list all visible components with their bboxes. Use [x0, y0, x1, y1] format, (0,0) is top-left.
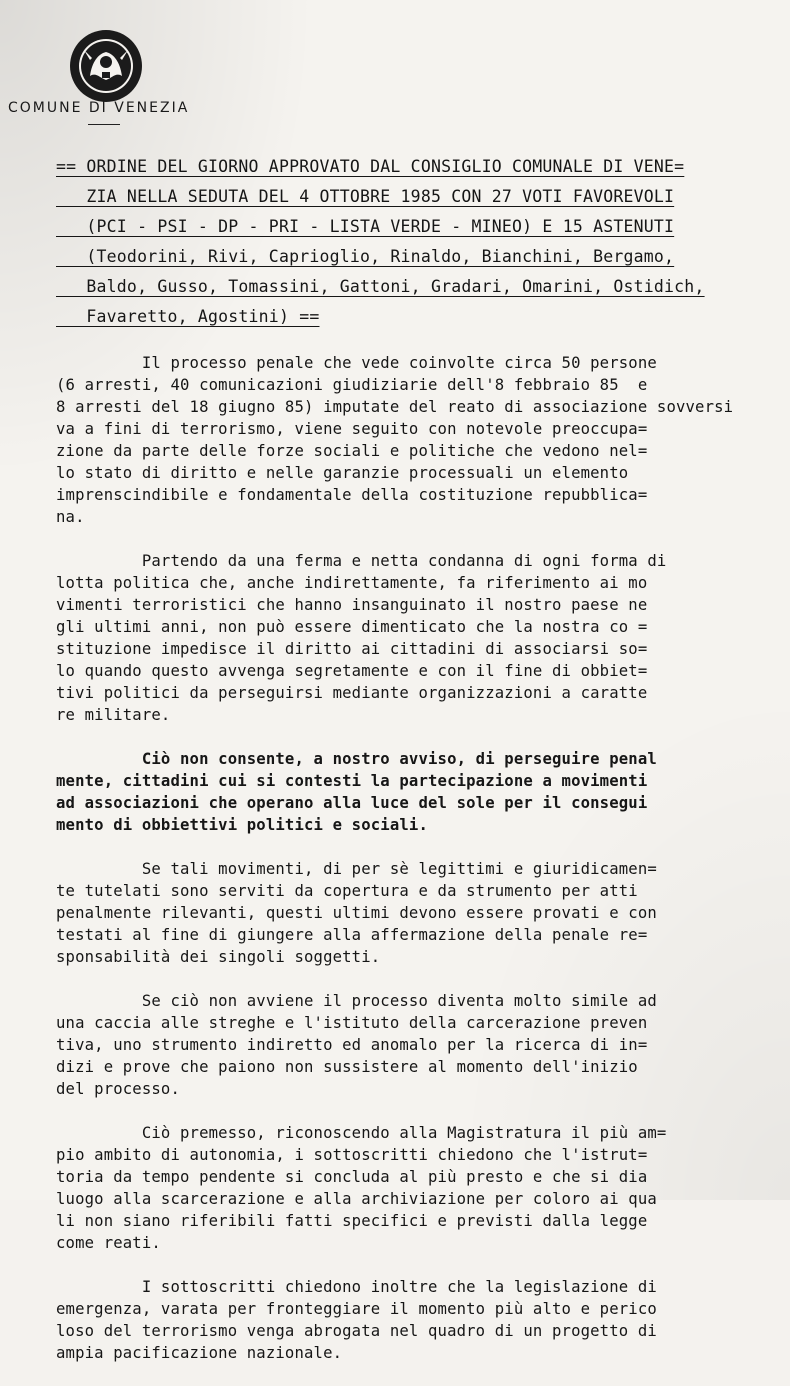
- paragraph-line: toria da tempo pendente si concluda al più presto e che si dia: [56, 1168, 648, 1186]
- paragraph-line: del processo.: [56, 1080, 180, 1098]
- paragraph-line: vimenti terroristici che hanno insanguinato il nostro paese ne: [56, 596, 648, 614]
- paragraph-line: va a fini di terrorismo, viene seguito con notevole preoccupa=: [56, 420, 648, 438]
- paragraph-line: dizi e prove che paiono non sussistere al momento dell'inizio: [56, 1058, 638, 1076]
- paragraph-line: come reati.: [56, 1234, 161, 1252]
- paragraph-line: na.: [56, 508, 85, 526]
- paragraph-line: Il processo penale che vede coinvolte circa 50 persone: [56, 354, 657, 372]
- paragraph-line: mento di obbiettivi politici e sociali.: [56, 816, 428, 834]
- issuer-underline: [88, 124, 120, 125]
- paragraph-line: 8 arresti del 18 giugno 85) imputate del reato di associazione sovversi: [56, 398, 734, 416]
- paragraph-line: una caccia alle streghe e l'istituto della carcerazione preven: [56, 1014, 648, 1032]
- paragraph-line: gli ultimi anni, non può essere dimenticato che la nostra co =: [56, 618, 648, 636]
- paragraph: [56, 352, 776, 528]
- heading-line: == ORDINE DEL GIORNO APPROVATO DAL CONSIGLIO COMUNALE DI VENE=: [56, 157, 685, 176]
- paragraph-line: lo quando questo avvenga segretamente e con il fine di obbiet=: [56, 662, 648, 680]
- paragraph-line: lo stato di diritto e nelle garanzie processuali un elemento: [56, 464, 629, 482]
- paragraph-line: imprenscindibile e fondamentale della costituzione repubblica=: [56, 486, 648, 504]
- paragraph-line: Partendo da una ferma e netta condanna di ogni forma di: [56, 552, 667, 570]
- paragraph-line: li non siano riferibili fatti specifici e previsti dalla legge: [56, 1212, 648, 1230]
- heading-line: Favaretto, Agostini) ==: [56, 307, 320, 326]
- heading-line: (PCI - PSI - DP - PRI - LISTA VERDE - MINEO) E 15 ASTENUTI: [56, 217, 675, 236]
- paragraph-line: Se tali movimenti, di per sè legittimi e giuridicamen=: [56, 860, 657, 878]
- paragraph-line: (6 arresti, 40 comunicazioni giudiziarie dell'8 febbraio 85 e: [56, 376, 648, 394]
- paragraph-line: te tutelati sono serviti da copertura e da strumento per atti: [56, 882, 638, 900]
- paragraph-line: ampia pacificazione nazionale.: [56, 1344, 343, 1362]
- paragraph-line: stituzione impedisce il diritto ai cittadini di associarsi so=: [56, 640, 648, 658]
- paragraph: [56, 550, 776, 726]
- heading-line: (Teodorini, Rivi, Caprioglio, Rinaldo, Bianchini, Bergamo,: [56, 247, 675, 266]
- paragraph-line: ad associazioni che operano alla luce del sole per il consegui: [56, 794, 648, 812]
- paragraph-line: Ciò premesso, riconoscendo alla Magistratura il più am=: [56, 1124, 667, 1142]
- paragraph: [56, 990, 776, 1100]
- paragraph-line: loso del terrorismo venga abrogata nel quadro di un progetto di: [56, 1322, 657, 1340]
- paragraph: [56, 1276, 776, 1364]
- paragraph-line: emergenza, varata per fronteggiare il momento più alto e perico: [56, 1300, 657, 1318]
- paragraph-line: re militare.: [56, 706, 171, 724]
- heading-line: Baldo, Gusso, Tomassini, Gattoni, Gradari, Omarini, Ostidich,: [56, 277, 705, 296]
- paragraph-line: zione da parte delle forze sociali e politiche che vedono nel=: [56, 442, 648, 460]
- paragraph-line: luogo alla scarcerazione e alla archiviazione per coloro ai qua: [56, 1190, 657, 1208]
- paragraph-line: I sottoscritti chiedono inoltre che la legislazione di: [56, 1278, 657, 1296]
- paragraph-line: sponsabilità dei singoli soggetti.: [56, 948, 381, 966]
- paragraph-line: testati al fine di giungere alla affermazione della penale re=: [56, 926, 648, 944]
- venice-lion-seal-icon: [68, 28, 144, 104]
- paragraph: [56, 748, 776, 836]
- paragraph-line: pio ambito di autonomia, i sottoscritti chiedono che l'istrut=: [56, 1146, 648, 1164]
- paragraph-line: tivi politici da perseguirsi mediante organizzazioni a caratte: [56, 684, 648, 702]
- issuer-name: COMUNE DI VENEZIA: [8, 100, 190, 116]
- document-heading: [56, 152, 778, 332]
- paragraph: [56, 1122, 776, 1254]
- paragraph-line: mente, cittadini cui si contesti la partecipazione a movimenti: [56, 772, 648, 790]
- heading-line: ZIA NELLA SEDUTA DEL 4 OTTOBRE 1985 CON 27 VOTI FAVOREVOLI: [56, 187, 675, 206]
- document-body: [56, 352, 776, 1386]
- paragraph-line: lotta politica che, anche indirettamente, fa riferimento ai mo: [56, 574, 648, 592]
- paragraph-line: Se ciò non avviene il processo diventa molto simile ad: [56, 992, 657, 1010]
- paragraph-line: penalmente rilevanti, questi ultimi devono essere provati e con: [56, 904, 657, 922]
- paragraph-line: tiva, uno strumento indiretto ed anomalo per la ricerca di in=: [56, 1036, 648, 1054]
- paragraph-line: Ciò non consente, a nostro avviso, di perseguire penal: [56, 750, 657, 768]
- paragraph: [56, 858, 776, 968]
